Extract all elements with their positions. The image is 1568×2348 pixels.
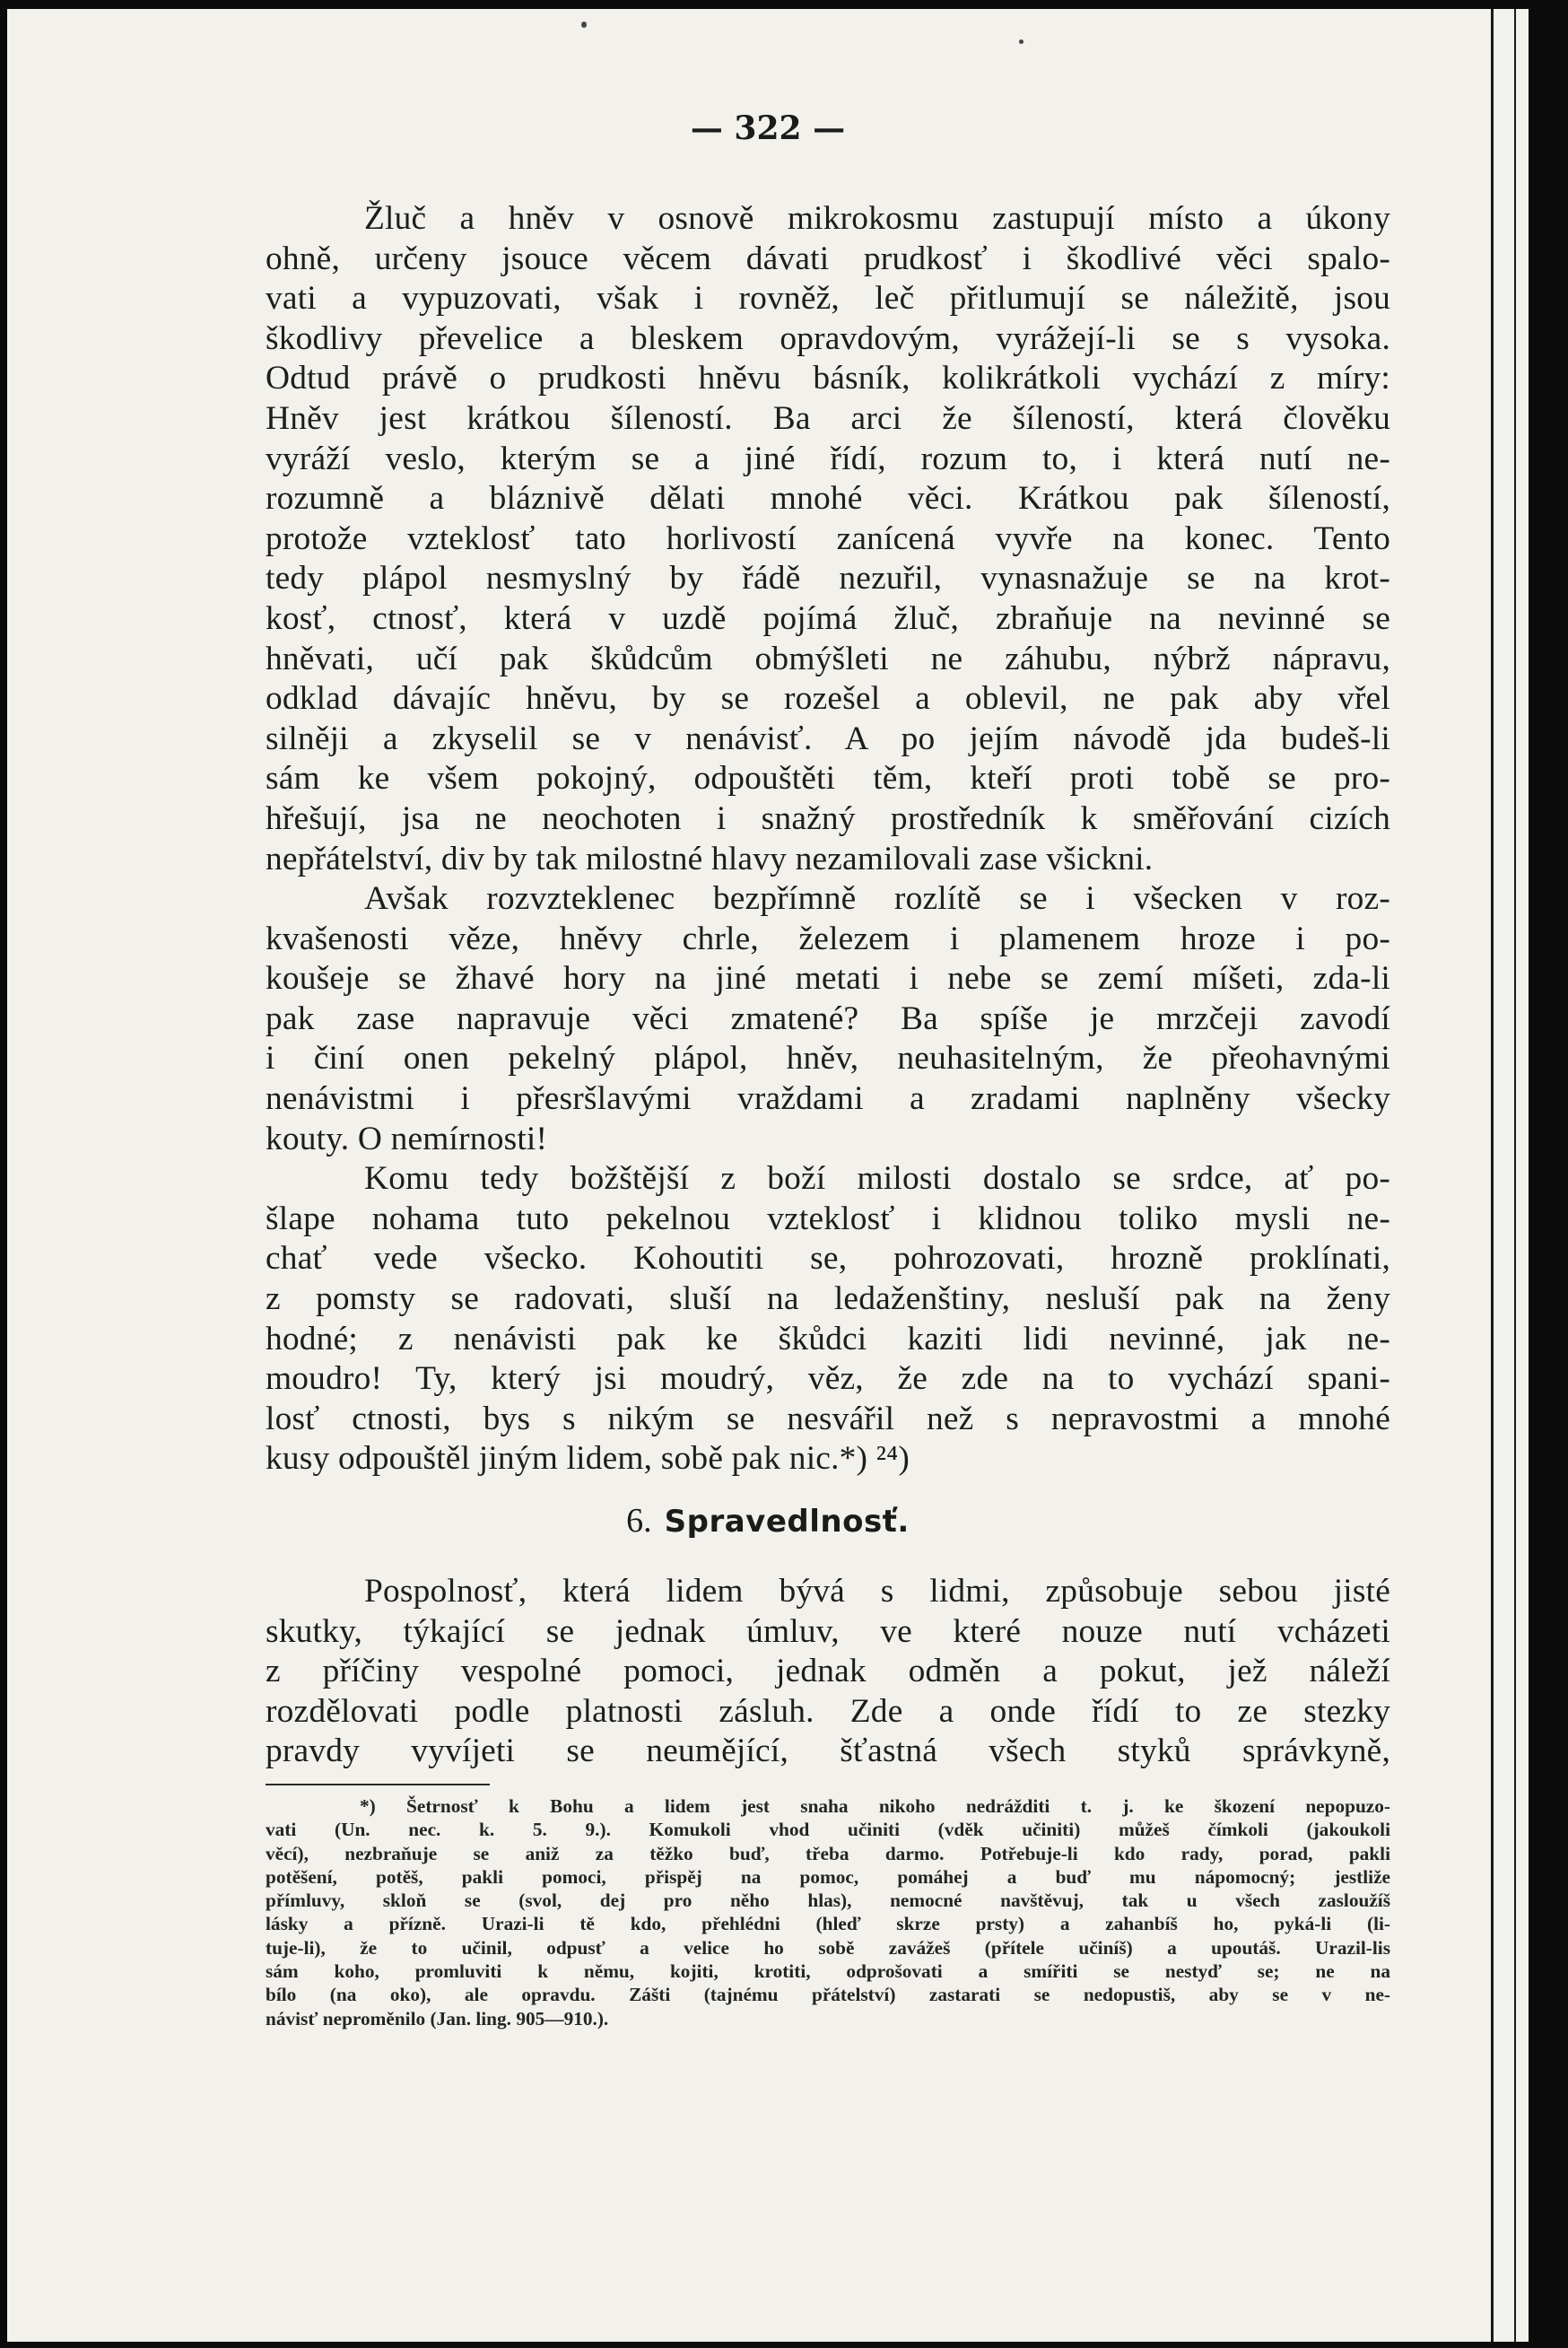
text-line: hněvati, učí pak škůdcům obmýšleti ne záhubu, nýbrž nápravu, — [266, 640, 1390, 677]
text-line: pravdy vyvíjeti se neumějící, šťastná všech styků správkyně, — [266, 1733, 1390, 1770]
text-line: moudro! Ty, který jsi moudrý, věz, že zde na to vychází spani- — [266, 1360, 1390, 1398]
footnote-line: vati (Un. nec. k. 5. 9.). Komukoli vhod učiniti (vděk učiniti) můžeš čímkoli (jakoukoli — [266, 1819, 1390, 1841]
text-line: kosť, ctnosť, která v uzdě pojímá žluč, zbraňuje na nevinné se — [266, 599, 1390, 637]
footnote-line: lásky a přízně. Urazi-li tě kdo, přehlédni (hleď skrze prsty) a zahanbíš ho, pyká-li (li- — [266, 1913, 1390, 1935]
text-line: Pospolnosť, která lidem bývá s lidmi, způsobuje sebou jisté — [364, 1573, 1390, 1610]
text-line: Žluč a hněv v osnově mikrokosmu zastupují místo a úkony — [364, 200, 1390, 237]
footnote-line: přímluvy, skloň se (svol, dej pro něho hlas), nemocné navštěvuj, tak u všech zasloužíš — [266, 1890, 1390, 1912]
text-line: kvašenosti věze, hněvy chrle, železem i plamenem hroze i po- — [266, 920, 1390, 957]
footnote-line: tuje-li), že to učinil, odpusť a velice ho sobě zavážeš (přítele učiníš) a upoutáš. Urazil-lis — [266, 1936, 1390, 1959]
text-line: šlape nohama tuto pekelnou vzteklosť i klidnou toliko mysli ne- — [266, 1200, 1390, 1237]
text-line: vati a vypuzovati, však i rovněž, leč přitlumují se náležitě, jsou — [266, 280, 1390, 318]
text-line: Avšak rozvzteklenec bezpřímně rozlítě se i všecken v roz- — [364, 880, 1390, 918]
text-line: skutky, týkající se jednak úmluv, ve které nouze nutí vcházeti — [266, 1612, 1390, 1650]
text-line: protože vzteklosť tato horlivostí zanícená vyvře na konec. Tento — [266, 519, 1390, 557]
page-edge-shadow-outer — [1514, 9, 1516, 2342]
footnote-line: bílo (na oko), ale opravdu. Zášti (tajnému přátelství) zastarati se nedopustiš, aby se v ne- — [266, 1984, 1390, 2006]
page-number: — 322 — — [690, 109, 846, 147]
section-heading — [7, 1501, 1529, 1541]
section-number: 6. — [626, 1502, 652, 1540]
text-line: chať vede všecko. Kohoutiti se, pohrozovati, hrozně proklínati, — [266, 1240, 1390, 1278]
footnote-line: návisť neproměnilo (Jan. ling. 905—910.). — [266, 2007, 609, 2029]
text-line: rozumně a bláznivě dělati mnohé věci. Krátkou pak šíleností, — [266, 480, 1390, 518]
scanned-page — [7, 9, 1529, 2342]
text-line: vyráží veslo, kterým se a jiné řídí, rozum to, i která nutí ne- — [266, 440, 1390, 477]
text-line: Komu tedy božštější z boží milosti dostalo se srdce, ať po- — [364, 1160, 1390, 1198]
text-line: tedy plápol nesmyslný by řádě nezuřil, vynasnažuje se na krot- — [266, 560, 1390, 598]
text-line: koušeje se žhavé hory na jiné metati i nebe se zemí míšeti, zda-li — [266, 960, 1390, 998]
text-line: Odtud právě o prudkosti hněvu básník, kolikrátkoli vychází z míry: — [266, 360, 1390, 397]
footnote-line: potěšení, potěš, pakli pomoci, přispěj na pomoc, pomáhej a buď mu nápomocný; jestliže — [266, 1865, 1390, 1888]
text-line: hodné; z nenávisti pak ke škůdci kaziti lidi nevinné, jak ne- — [266, 1320, 1390, 1357]
text-line: rozdělovati podle platnosti zásluh. Zde a onde řídí to ze stezky — [266, 1692, 1390, 1730]
text-line: ohně, určeny jsouce věcem dávati prudkosť i škodlivé věci spalo- — [266, 240, 1390, 277]
footnote-line: věcí), nezbraňuje se aniž za těžko buď, třeba darmo. Potřebuje-li kdo rady, porad, pakli — [266, 1842, 1390, 1864]
section-text — [266, 1572, 1390, 1772]
text-line: z pomsty se radovati, sluší na ledaženštiny, nesluší pak na ženy — [266, 1280, 1390, 1318]
text-line: nenávistmi i přesršlavými vraždami a zradami naplněny všecky — [266, 1080, 1390, 1118]
section-title: Spravedlnosť. — [664, 1504, 910, 1540]
main-text — [266, 199, 1390, 1480]
text-line: kouty. O nemírnosti! — [266, 1120, 548, 1157]
scan-speck — [581, 22, 587, 28]
text-line: kusy odpouštěl jiným lidem, sobě pak nic.*) ²⁴) — [266, 1440, 910, 1478]
text-line: sám ke všem pokojný, odpouštěti těm, kteří proti tobě se pro- — [266, 760, 1390, 798]
text-line: Hněv jest krátkou šíleností. Ba arci že šíleností, která člověku — [266, 399, 1390, 437]
text-line: odklad dávajíc hněvu, by se rozešel a oblevil, ne pak aby vřel — [266, 680, 1390, 718]
text-line: hřešují, jsa ne neochoten i snažný prostředník k směřování cizích — [266, 799, 1390, 837]
footnote — [266, 1794, 1390, 2030]
text-line: i činí onen pekelný plápol, hněv, neuhasitelným, že přeohavnými — [266, 1040, 1390, 1078]
footnote-line: *) Šetrnosť k Bohu a lidem jest snaha nikoho nedrážditi t. j. ke škození nepopuzo- — [360, 1795, 1390, 1817]
text-line: pak zase napravuje věci zmatené? Ba spíše je mrzčeji zavodí — [266, 999, 1390, 1037]
text-line: nepřátelství, div by tak milostné hlavy nezamilovali zase všickni. — [266, 840, 1154, 877]
footnote-divider — [266, 1784, 490, 1785]
scan-speck — [1019, 39, 1024, 44]
text-line: z příčiny vespolné pomoci, jednak odměn a pokut, jež náleží — [266, 1653, 1390, 1690]
page-edge-shadow — [1491, 9, 1494, 2342]
text-line: škodlivy převelice a bleskem opravdovým, vyrážejí-li se s vysoka. — [266, 319, 1390, 357]
text-line: silněji a zkyselil se v nenávisť. A po jejím návodě jda budeš-li — [266, 720, 1390, 757]
text-line: losť ctnosti, bys s nikým se nesvářil než s nepravostmi a mnohé — [266, 1400, 1390, 1437]
footnote-line: sám koho, promluviti k němu, kojiti, krotiti, odprošovati a smířiti se nestyď se; ne na — [266, 1960, 1390, 1983]
